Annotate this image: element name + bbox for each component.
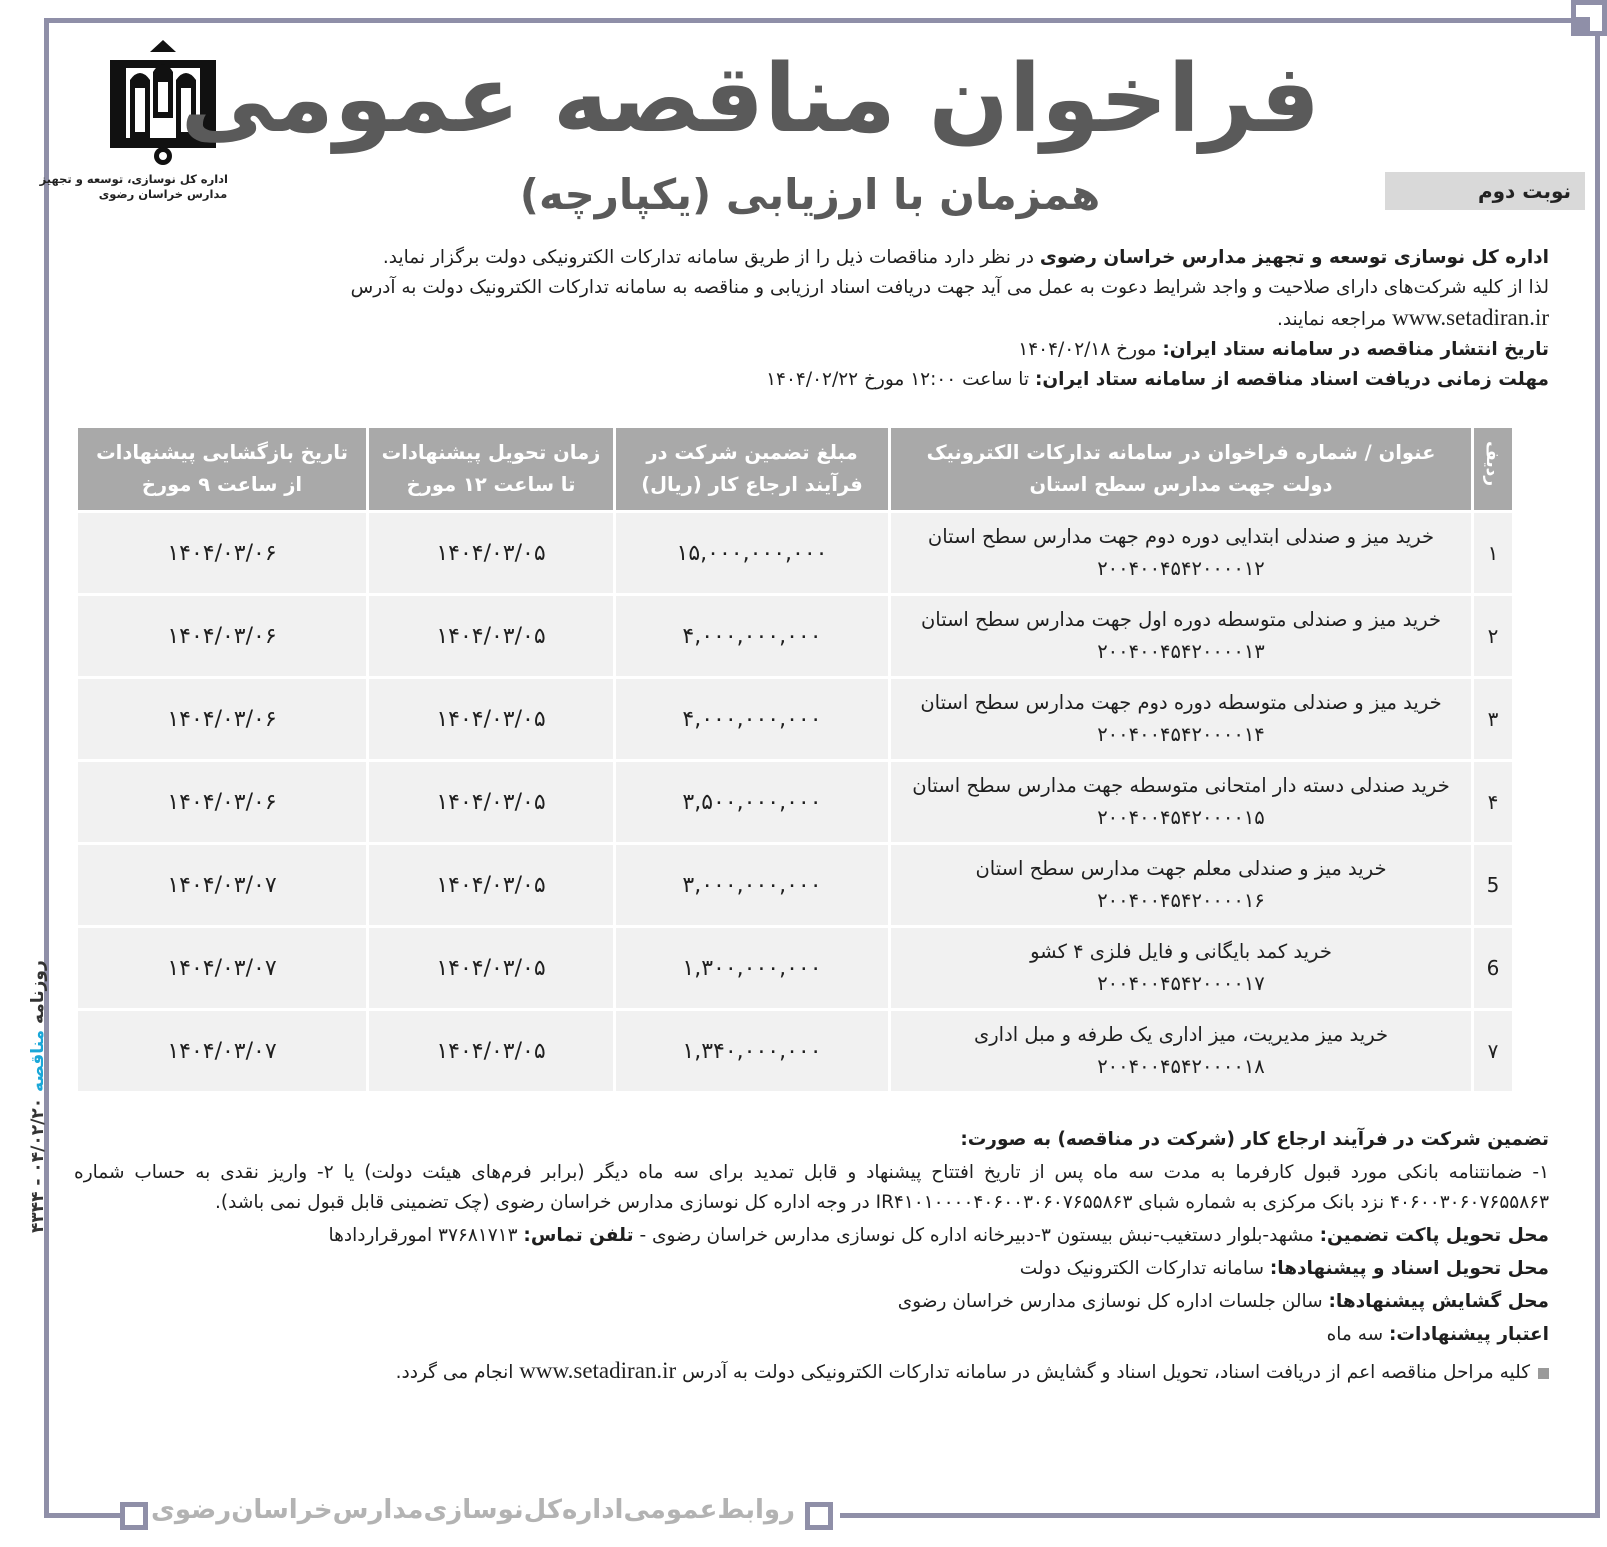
header-row-number: ردیف: [1474, 428, 1512, 510]
page-subtitle: همزمان با ارزیابی (یکپارچه): [519, 170, 1101, 219]
intro-line-2: لذا از کلیه شرکت‌های دارای صلاحیت و واجد شرایط دعوت به عمل می آید جهت دریافت اسناد ارزیابی و مناقصه به سامانه تدارکات الکترونیک دولت به آدرس: [350, 277, 1549, 298]
tender-code: ۲۰۰۴۰۰۴۵۴۲۰۰۰۰۱۷: [1097, 972, 1265, 995]
table-row: [78, 513, 1512, 593]
bullet-square-icon: [1538, 1368, 1549, 1379]
round-badge: نوبت دوم: [1385, 172, 1585, 210]
tender-code: ۲۰۰۴۰۰۴۵۴۲۰۰۰۰۱۵: [1097, 806, 1265, 829]
delivery-date: ۱۴۰۴/۰۳/۰۵: [369, 513, 613, 593]
opening-date: ۱۴۰۴/۰۳/۰۶: [78, 513, 366, 593]
header-delivery: زمان تحویل پیشنهادات تا ساعت ۱۲ مورخ: [369, 428, 613, 510]
guarantee-amount: ۱۵,۰۰۰,۰۰۰,۰۰۰: [616, 513, 888, 593]
newspaper-brand: مناقصه: [28, 1029, 48, 1092]
tender-code: ۲۰۰۴۰۰۴۵۴۲۰۰۰۰۱۶: [1097, 889, 1265, 912]
offer-validity: اعتبار پیشنهادات: سه ماه: [1326, 1324, 1549, 1345]
table-row: [78, 762, 1512, 842]
opening-location: محل گشایش پیشنهادها: سالن جلسات اداره کل نوسازی مدارس خراسان رضوی: [897, 1291, 1549, 1312]
row-number: ۴: [1474, 762, 1512, 842]
tender-title: خرید میز و صندلی متوسطه دوره اول جهت مدارس سطح استان ۲۰۰۴۰۰۴۵۴۲۰۰۰۰۱۳: [891, 596, 1471, 676]
row-number: ۳: [1474, 679, 1512, 759]
header-title: عنوان / شماره فراخوان در سامانه تدارکات الکترونیک دولت جهت مدارس سطح استان: [891, 428, 1471, 510]
final-note: کلیه مراحل مناقصه اعم از دریافت اسناد، تحویل اسناد و گشایش در سامانه تدارکات الکترونیکی دولت به آدرس www.setadiran.ir انجام می گردد.: [74, 1356, 1549, 1388]
table-row: [78, 596, 1512, 676]
organization-name: اداره کل نوسازی توسعه و تجهیز مدارس خراسان رضوی: [1039, 247, 1549, 268]
setadiran-link[interactable]: www.setadiran.ir: [1392, 305, 1549, 330]
row-number: ۷: [1474, 1011, 1512, 1091]
table-row: [78, 679, 1512, 759]
guarantee-amount: ۴,۰۰۰,۰۰۰,۰۰۰: [616, 596, 888, 676]
table-header-row: [78, 428, 1512, 510]
opening-date: ۱۴۰۴/۰۳/۰۶: [78, 762, 366, 842]
document-deadline: مهلت زمانی دریافت اسناد مناقصه از سامانه ستاد ایران: تا ساعت ۱۲:۰۰ مورخ ۱۴۰۴/۰۲/۲۲: [766, 369, 1549, 390]
intro-section: [74, 243, 1549, 395]
opening-date: ۱۴۰۴/۰۳/۰۶: [78, 679, 366, 759]
opening-date: ۱۴۰۴/۰۳/۰۶: [78, 596, 366, 676]
guarantee-amount: ۴,۰۰۰,۰۰۰,۰۰۰: [616, 679, 888, 759]
table-row: [78, 1011, 1512, 1091]
delivery-date: ۱۴۰۴/۰۳/۰۵: [369, 679, 613, 759]
delivery-date: ۱۴۰۴/۰۳/۰۵: [369, 845, 613, 925]
row-number: ۱: [1474, 513, 1512, 593]
header-opening: تاریخ بازگشایی پیشنهادات از ساعت ۹ مورخ: [78, 428, 366, 510]
footer-square-decoration-left: [120, 1502, 148, 1530]
documents-delivery: محل تحویل اسناد و پیشنهادها: سامانه تدارکات الکترونیک دولت: [1019, 1258, 1549, 1279]
tender-code: ۲۰۰۴۰۰۴۵۴۲۰۰۰۰۱۴: [1097, 723, 1265, 746]
delivery-date: ۱۴۰۴/۰۳/۰۵: [369, 1011, 613, 1091]
guarantee-amount: ۳,۰۰۰,۰۰۰,۰۰۰: [616, 845, 888, 925]
delivery-date: ۱۴۰۴/۰۳/۰۵: [369, 596, 613, 676]
guarantee-text: ۱- ضمانتنامه بانکی مورد قبول کارفرما به مدت سه ماه پس از تاریخ افتتاح پیشنهاد و قابل تمدید برای سه ماه دیگر (برابر فرم‌های هیئت دولت) یا ۲- واریز نقدی به حساب شماره ۴۰۶۰۰۳۰۶۰۷۶۵۵۸۶۳ نزد بانک مرکزی به شماره شبای IR۴۱۰۱۰۰۰۰۴۰۶۰۰۳۰۶۰۷۶۵۵۸۶۳ در وجه اداره کل نوسازی مدارس خراسان رضوی (چک تضمینی قابل قبول نمی باشد).: [74, 1162, 1549, 1213]
table-row: [78, 928, 1512, 1008]
tender-title: خرید صندلی دسته دار امتحانی متوسطه جهت مدارس سطح استان ۲۰۰۴۰۰۴۵۴۲۰۰۰۰۱۵: [891, 762, 1471, 842]
intro-line-1-rest: در نظر دارد مناقصات ذیل را از طریق سامانه تدارکات الکترونیکی دولت برگزار نماید.: [382, 247, 1034, 268]
table-row: [78, 845, 1512, 925]
guarantee-heading: تضمین شرکت در فرآیند ارجاع کار (شرکت در مناقصه) به صورت:: [960, 1129, 1549, 1150]
conditions-section: [74, 1125, 1549, 1391]
opening-date: ۱۴۰۴/۰۳/۰۷: [78, 928, 366, 1008]
publish-date: تاریخ انتشار مناقصه در سامانه ستاد ایران: مورخ ۱۴۰۴/۰۲/۱۸: [1018, 339, 1549, 360]
tender-title: خرید کمد بایگانی و فایل فلزی ۴ کشو ۲۰۰۴۰۰۴۵۴۲۰۰۰۰۱۷: [891, 928, 1471, 1008]
page-title: فراخوان مناقصه عمومی: [180, 45, 1320, 154]
tender-code: ۲۰۰۴۰۰۴۵۴۲۰۰۰۰۱۸: [1097, 1055, 1265, 1078]
row-number: 5: [1474, 845, 1512, 925]
tender-title: خرید میز و صندلی متوسطه دوره دوم جهت مدارس سطح استان ۲۰۰۴۰۰۴۵۴۲۰۰۰۰۱۴: [891, 679, 1471, 759]
opening-date: ۱۴۰۴/۰۳/۰۷: [78, 1011, 366, 1091]
setadiran-link-footer[interactable]: www.setadiran.ir: [519, 1358, 677, 1383]
public-relations-credit: روابط‌عمومی‌اداره‌کل‌نوسازی‌مدارس‌خراسان‌رضوی: [151, 1495, 795, 1525]
newspaper-issue-note: روزنامه مناقصه ۰۴/۰۲/۲۰ - ۴۳۴۴: [28, 960, 48, 1233]
row-number: ۲: [1474, 596, 1512, 676]
frame-corner-decoration: [1571, 0, 1607, 36]
packet-delivery: محل تحویل پاکت تضمین: مشهد-بلوار دستغیب-نبش بیستون ۳-دبیرخانه اداره کل نوسازی مدارس خراسان رضوی - تلفن تماس: ۳۷۶۸۱۷۱۳ امورقراردادها: [328, 1225, 1549, 1246]
row-number: 6: [1474, 928, 1512, 1008]
delivery-date: ۱۴۰۴/۰۳/۰۵: [369, 928, 613, 1008]
header-guarantee: مبلغ تضمین شرکت در فرآیند ارجاع کار (ریال): [616, 428, 888, 510]
delivery-date: ۱۴۰۴/۰۳/۰۵: [369, 762, 613, 842]
tender-title: خرید میز و صندلی معلم جهت مدارس سطح استان ۲۰۰۴۰۰۴۵۴۲۰۰۰۰۱۶: [891, 845, 1471, 925]
intro-line-1: [74, 243, 1549, 273]
opening-date: ۱۴۰۴/۰۳/۰۷: [78, 845, 366, 925]
tender-code: ۲۰۰۴۰۰۴۵۴۲۰۰۰۰۱۲: [1097, 557, 1265, 580]
intro-line-3: www.setadiran.ir مراجعه نمایند.: [1276, 305, 1549, 330]
tenders-table: [75, 425, 1515, 1094]
tender-code: ۲۰۰۴۰۰۴۵۴۲۰۰۰۰۱۳: [1097, 640, 1265, 663]
guarantee-amount: ۳,۵۰۰,۰۰۰,۰۰۰: [616, 762, 888, 842]
guarantee-amount: ۱,۳۴۰,۰۰۰,۰۰۰: [616, 1011, 888, 1091]
footer-square-decoration-right: [805, 1502, 833, 1530]
tender-title: خرید میز و صندلی ابتدایی دوره دوم جهت مدارس سطح استان ۲۰۰۴۰۰۴۵۴۲۰۰۰۰۱۲: [891, 513, 1471, 593]
guarantee-amount: ۱,۳۰۰,۰۰۰,۰۰۰: [616, 928, 888, 1008]
logo-caption-line2: مدارس خراسان رضوی: [98, 187, 228, 201]
logo-caption-line1: اداره کل نوسازی، توسعه و تجهیز: [39, 172, 228, 186]
tender-title: خرید میز مدیریت، میز اداری یک طرفه و مبل اداری ۲۰۰۴۰۰۴۵۴۲۰۰۰۰۱۸: [891, 1011, 1471, 1091]
